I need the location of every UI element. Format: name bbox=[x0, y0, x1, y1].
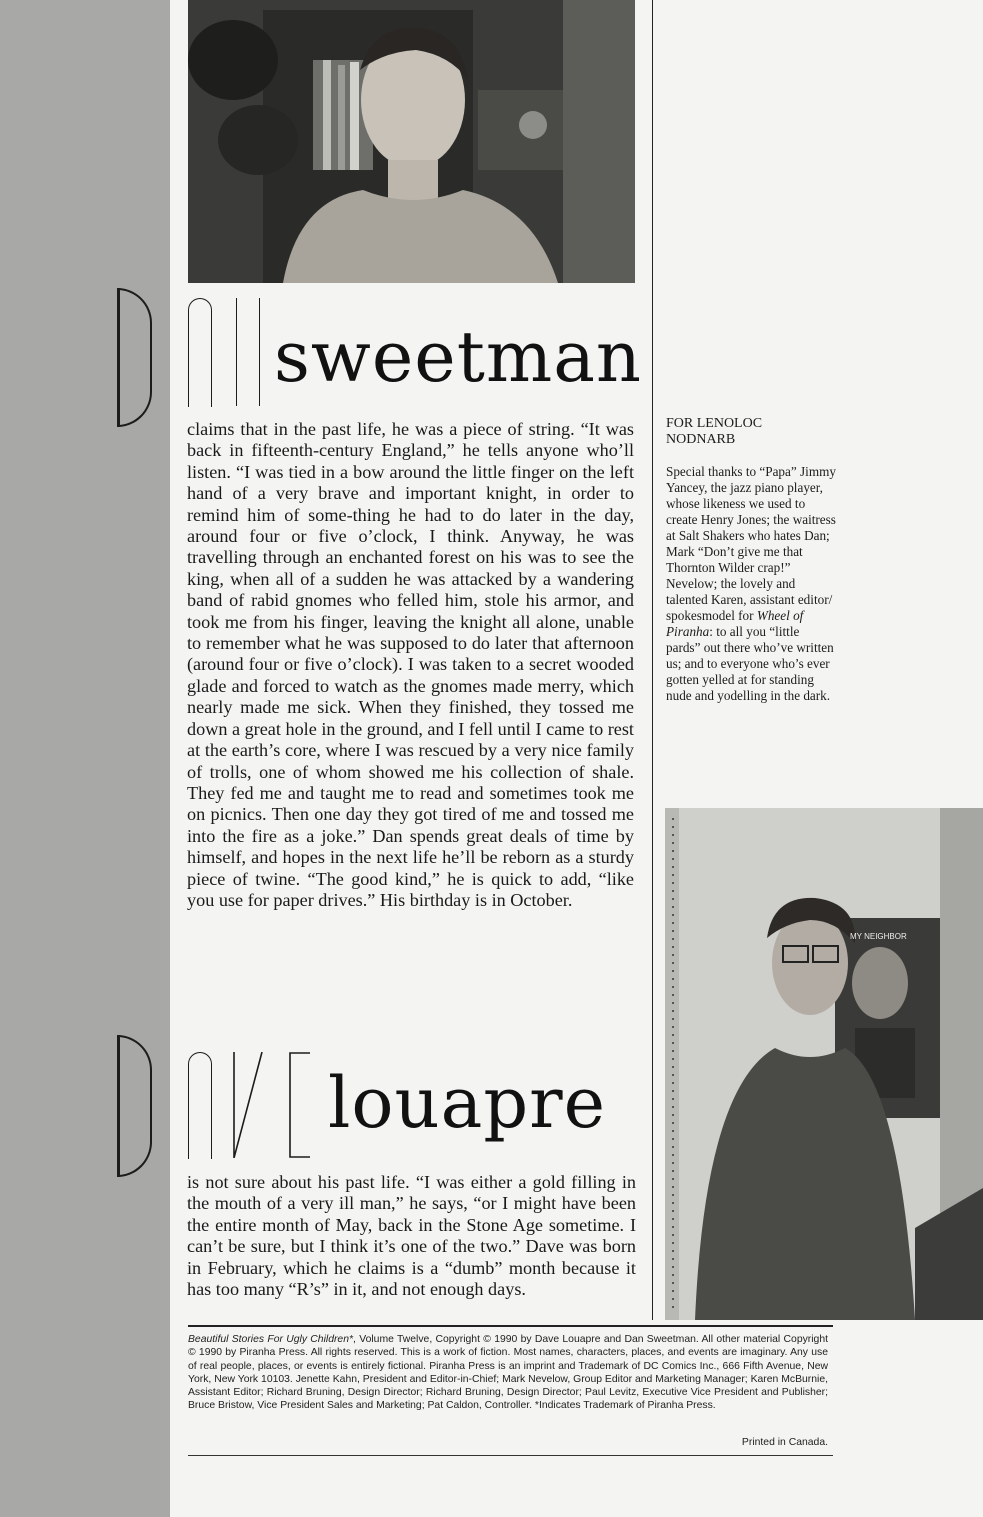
initial-a-dan bbox=[188, 298, 212, 407]
surname-louapre: louapre bbox=[328, 1062, 607, 1144]
photo-dave-louapre bbox=[665, 808, 983, 1320]
footer-rule-bottom bbox=[188, 1455, 833, 1456]
dedication: FOR LENOLOC NODNARB bbox=[666, 416, 763, 447]
printed-in: Printed in Canada. bbox=[741, 1437, 828, 1448]
initial-e-dave bbox=[288, 1052, 312, 1158]
footer-text: , Volume Twelve, Copyright © 1990 by Dave Louapre and Dan Sweetman. All other material Copyright © 1990 by Piranha Press. All rights reserved. This is a work of fiction. Most names, characters, places, and events are imaginary. Any use of real people, places, or events is entirely fictional. Piranha Press is an imprint and Trademark of DC Comics Inc., 666 Fifth Avenue, New York, New York 10103. Jenette Kahn, President and Editor-in-Chief; Mark Nevelow, Group Editor and Marketing Manager; Karen McBurnie, Assistant Editor; Richard Bruning, Design Director; Richard Bruning, Design Director; Paul Levitz, Executive Vice President and Publisher; Bruce Bristow, Vice President Sales and Marketing; Pat Caldon, Controller. *Indicates Trademark of Piranha Press. bbox=[188, 1334, 829, 1412]
footer-rule-top bbox=[188, 1325, 833, 1327]
thanks-text-2: : to all you “little pards” out there who’ve written us; and to everyone who’s ever gotten yelled at for standing nude and yodelling in the dark. bbox=[666, 624, 834, 703]
initial-n-dan bbox=[236, 298, 260, 406]
initial-a-dave bbox=[188, 1052, 212, 1159]
thanks-text-1: Special thanks to “Papa” Jimmy Yancey, the jazz piano player, whose likeness we used to create Henry Jones; the waitress at Salt Shakers who hates Dan; Mark “Don’t give me that Thornton Wilder crap!” Nevelow; the lovely and talented Karen, assistant editor/ spokesmodel for bbox=[666, 464, 836, 623]
column-divider bbox=[652, 0, 653, 1320]
footer-title: Beautiful Stories For Ugly Children* bbox=[188, 1334, 354, 1345]
poster-text: MY NEIGHBOR bbox=[850, 932, 907, 941]
initial-d-dave bbox=[117, 1035, 152, 1177]
initial-d-dan bbox=[117, 288, 152, 427]
initial-v-dave bbox=[232, 1052, 264, 1158]
photo-dan-image bbox=[188, 0, 635, 283]
photo-dan-sweetman bbox=[188, 0, 635, 283]
copyright-notice bbox=[188, 1333, 828, 1413]
left-gray-band bbox=[0, 0, 170, 1517]
thanks-italic-title: Wheel of Piranha bbox=[666, 608, 804, 639]
bio-dave: is not sure about his past life. “I was either a gold filling in the mouth of a very ill man,” he says, “or I might have been the entire month of May, back in the Stone Age sometime. I can’t be sure, but I think it’s one of the two.” Dave was born in February, which he claims is a “dumb” month because it has too many “R’s” in it, and not enough days. bbox=[187, 1172, 636, 1300]
bio-dan: claims that in the past life, he was a piece of string. “It was back in fifteenth-century England,” he tells anyone who’ll listen. “I was tied in a bow around the little finger on the left hand of a very brave and important knight, in order to remind him of some-thing he had to do later in the day, around four or five o’clock, I think. Anyway, he was travelling through an enchanted forest on his was to see the king, when all of a sudden he was attacked by a wandering band of rabid gnomes who felled him, stole his armor, and took me from his finger, leaving the knight all alone, unable to remember what he was supposed to do later that afternoon (around four or five o’clock). I was taken to a secret wooded glade and forced to watch as the gnomes made merry, which nearly made me sick. When they finished, they tossed me down a great hole in the ground, and I fell until I came to rest at the earth’s core, where I was rescued by a very nice family of trolls, one of whom showed me his collection of shale. They fed me and taught me to read and sometimes took me on picnics. Then one day they got tired of me and tossed me into the fire as a joke.” Dan spends great deals of time by himself, and hopes in the next life he’ll be reborn as a sturdy piece of twine. “The good kind,” he is quick to add, “like you use for paper drives.” His birthday is in October. bbox=[187, 419, 634, 910]
photo-dave-image bbox=[665, 808, 983, 1320]
surname-sweetman: sweetman bbox=[274, 316, 643, 398]
special-thanks bbox=[666, 464, 836, 704]
